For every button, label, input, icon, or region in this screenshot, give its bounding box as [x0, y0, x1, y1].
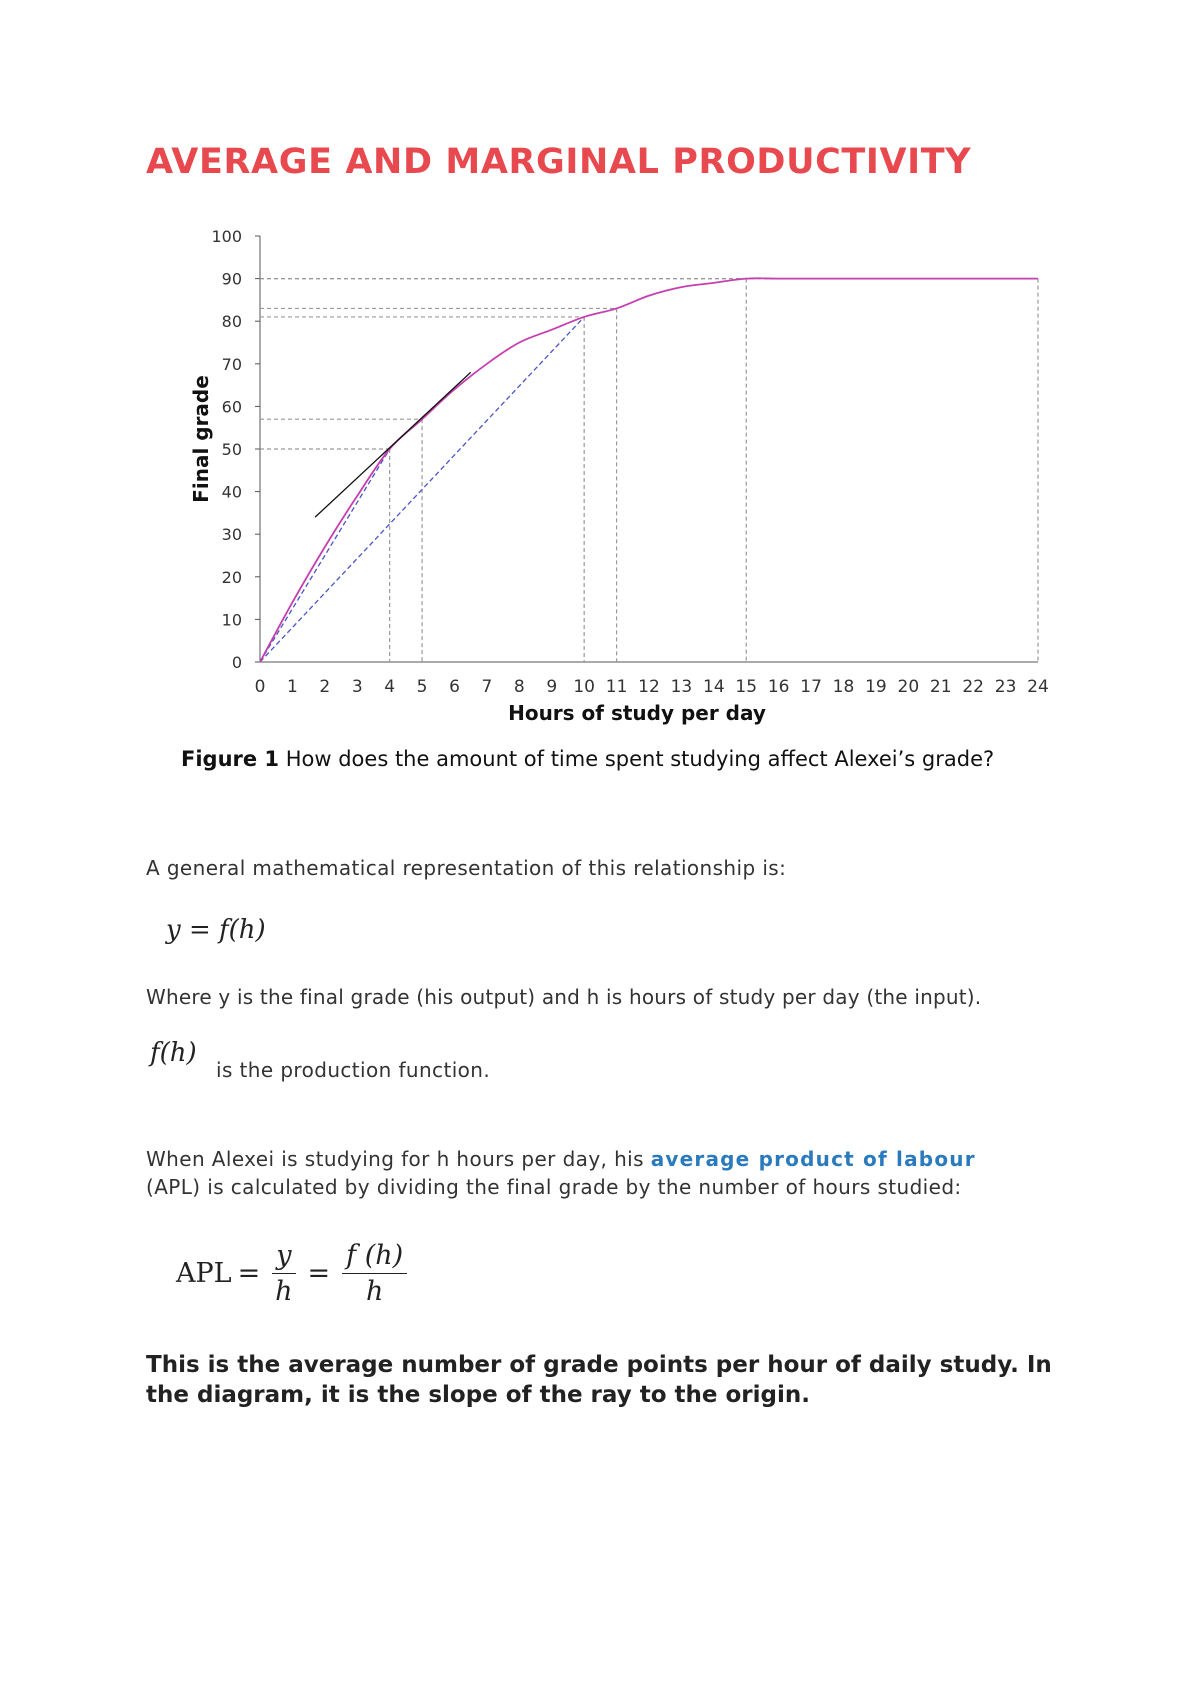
y-tick-label: 100: [211, 227, 242, 246]
eq-equals: =: [180, 915, 220, 945]
x-tick-label: 8: [513, 677, 525, 697]
y-tick-label: 30: [221, 525, 242, 545]
y-axis-label: Final grade: [189, 375, 213, 503]
y-tick-label: 70: [221, 354, 242, 374]
eq-f: f: [219, 915, 229, 945]
x-tick-label: 2: [319, 677, 331, 697]
where-paragraph: Where y is the final grade (his output) and h is hours of study per day (the input).: [146, 985, 982, 1009]
x-tick-label: 20: [897, 677, 920, 697]
x-tick-label: 1: [287, 677, 298, 697]
fh-f: f: [150, 1038, 160, 1068]
y-tick-label: 60: [221, 397, 242, 417]
figure-caption-label: Figure 1: [181, 747, 280, 771]
production-function-chart: [170, 210, 1060, 740]
fraction-y-over-h: [272, 1240, 295, 1307]
x-tick-label: 14: [703, 677, 725, 697]
x-tick-label: 3: [351, 677, 363, 697]
x-tick-label: 22: [962, 677, 984, 697]
figure-1: [170, 210, 1060, 790]
apl-paragraph: [146, 1145, 1086, 1201]
apl-equals-1: =: [237, 1258, 261, 1289]
x-tick-label: 9: [546, 677, 558, 697]
page-title: AVERAGE AND MARGINAL PRODUCTIVITY: [146, 142, 972, 182]
y-tick-label: 10: [221, 610, 242, 630]
x-tick-label: 13: [670, 677, 693, 697]
conclusion-paragraph: This is the average number of grade points per hour of daily study. In the diagram, it is the slope of the ray to the origin.: [146, 1352, 1052, 1408]
x-tick-label: 6: [449, 677, 460, 697]
x-tick-label: 19: [865, 677, 887, 697]
y-tick-label: 80: [221, 312, 242, 332]
y-tick-label: 0: [231, 653, 242, 672]
x-tick-label: 23: [994, 677, 1017, 697]
fraction-numerator-fh: f (h): [342, 1240, 407, 1274]
fraction-numerator-y: y: [272, 1240, 295, 1274]
production-function-symbol: [150, 1038, 197, 1068]
fh-arg: (h): [159, 1038, 197, 1068]
y-tick-label: 40: [221, 482, 242, 502]
fraction-denominator-h2: h: [365, 1276, 384, 1307]
tangent-line: [315, 372, 471, 517]
y-tick-label: 50: [221, 440, 242, 459]
x-tick-label: 10: [573, 677, 595, 697]
equation-production: [166, 915, 266, 945]
x-axis-label: Hours of study per day: [508, 701, 766, 725]
apl-definition-text: (APL) is calculated by dividing the final grade by the number of hours studied:: [146, 1175, 962, 1199]
eq-y: y: [166, 915, 181, 945]
fraction-denominator-h: h: [275, 1276, 293, 1307]
intro-paragraph: A general mathematical representation of this relationship is:: [146, 856, 787, 880]
figure-caption-text: How does the amount of time spent studying affect Alexei’s grade?: [279, 747, 995, 771]
x-tick-label: 21: [929, 677, 952, 697]
apl-link[interactable]: average product of labour: [650, 1147, 976, 1171]
x-tick-label: 17: [800, 677, 822, 697]
x-tick-label: 5: [416, 677, 428, 697]
x-tick-label: 4: [384, 677, 396, 697]
x-tick-label: 7: [481, 677, 493, 697]
x-tick-label: 15: [735, 677, 758, 697]
x-tick-label: 12: [638, 677, 660, 697]
x-tick-label: 11: [605, 677, 628, 697]
fraction-fh-over-h: [342, 1240, 407, 1307]
figure-caption: [181, 747, 1061, 771]
apl-symbol: APL: [176, 1258, 232, 1289]
y-tick-label: 90: [221, 269, 242, 289]
equation-apl: [176, 1240, 413, 1307]
y-tick-label: 20: [221, 567, 242, 587]
x-tick-label: 16: [767, 677, 790, 697]
x-tick-label: 24: [1027, 677, 1049, 697]
apl-intro-text: When Alexei is studying for h hours per day, his: [146, 1147, 651, 1171]
production-function-text: is the production function.: [216, 1058, 491, 1082]
eq-arg: (h): [228, 915, 266, 945]
ray-to-origin: [260, 449, 390, 662]
x-tick-label: 0: [254, 677, 266, 697]
x-tick-label: 18: [832, 677, 855, 697]
apl-equals-2: =: [307, 1258, 331, 1289]
